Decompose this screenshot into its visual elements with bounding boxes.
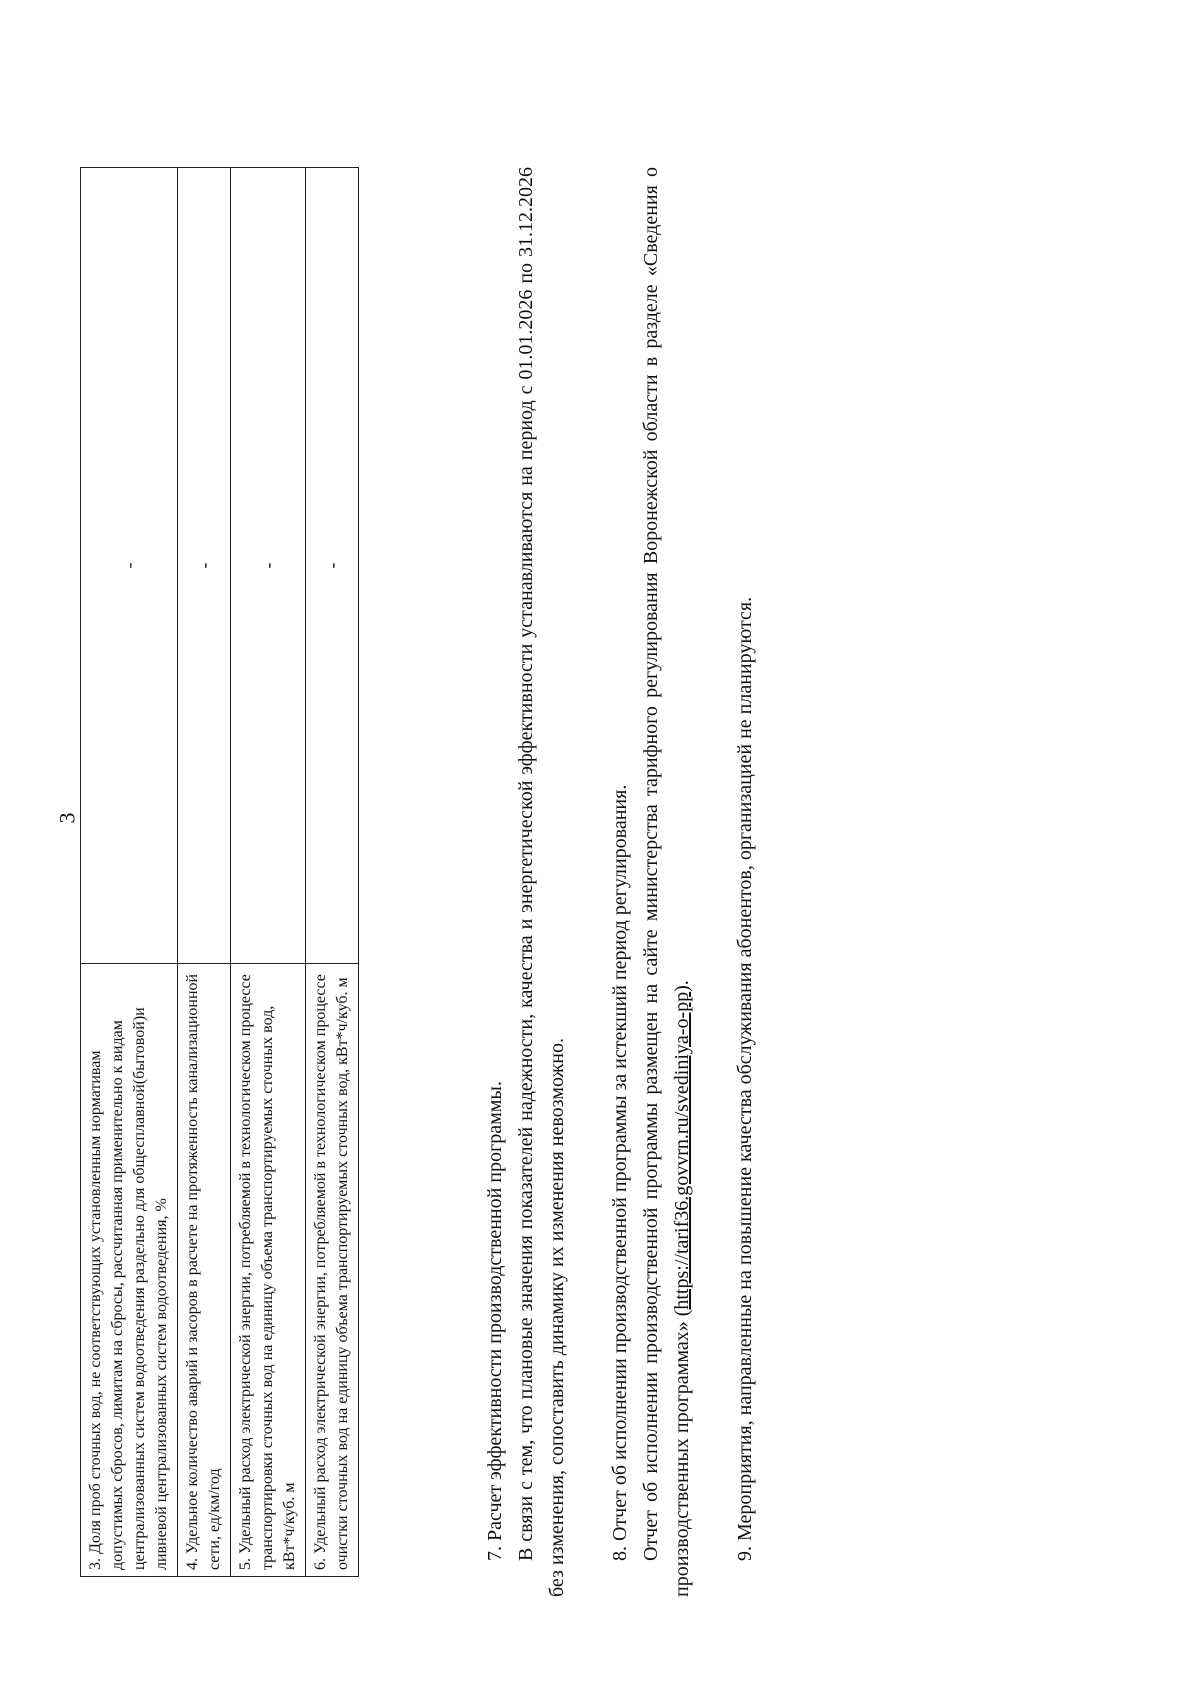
table-cell-label: 6. Удельный расход электрической энергии, потребляемой в технологическом процессе очистки сточных вод на единицу объема транспортируемых сточных вод, кВт*ч/куб. м	[306, 964, 359, 1577]
body-text	[480, 167, 761, 1597]
rotated-content	[80, 107, 1120, 1597]
table-cell-value: -	[306, 168, 359, 964]
table-cell-value: -	[178, 168, 231, 964]
section-8-title: 8. Отчет об исполнении производственной программы за истекший период регулирования.	[609, 784, 631, 1561]
indicators-table	[80, 167, 359, 1577]
table-row	[178, 168, 231, 1577]
section-8-tail: ).	[671, 980, 693, 992]
table-cell-label: 3. Доля проб сточных вод, не соответствующих установленным нормативам допустимых сбросов, лимитам на сбросы, рассчитанная применительно к видам централизованных систем водоотведения раздельно для общесплавной(бытовой)и ливневой централизованных систем водоотведения, %	[81, 964, 178, 1577]
section-8-text	[636, 167, 698, 1597]
section-9-text: 9. Мероприятия, направленные на повышение качества обслуживания абонентов, организацией не планируются.	[734, 596, 756, 1561]
tariff-site-link[interactable]: https://tarif36.govvrn.ru/svediniya-o-pp	[671, 991, 693, 1310]
table-cell-value: -	[81, 168, 178, 964]
table-row	[306, 168, 359, 1577]
section-8-body: Отчет об исполнении производственной программы размещен на сайте министерства тарифного регулирования Воронежской области в разделе «Сведения о производственных программах» (	[640, 167, 693, 1597]
table-cell-value: -	[231, 168, 306, 964]
page-number: 3	[54, 812, 80, 824]
section-7-text: В связи с тем, что плановые значения показателей надежности, качества и энергетической эффективности устанавливаются на период с 01.01.2026 по 31.12.2026 без изменения, сопоставить динамику их изменения невозможно.	[515, 167, 568, 1597]
table-row	[231, 168, 306, 1577]
table-row	[81, 168, 178, 1577]
section-7-title: 7. Расчет эффективности производственной программы.	[484, 1081, 506, 1561]
table-cell-label: 5. Удельный расход электрической энергии, потребляемой в технологическом процессе транспортировки сточных вод на единицу объема транспортируемых сточных вод, кВт*ч/куб. м	[231, 964, 306, 1577]
table-cell-label: 4. Удельное количество аварий и засоров в расчете на протяженность канализационной сети, ед/км/год	[178, 964, 231, 1577]
